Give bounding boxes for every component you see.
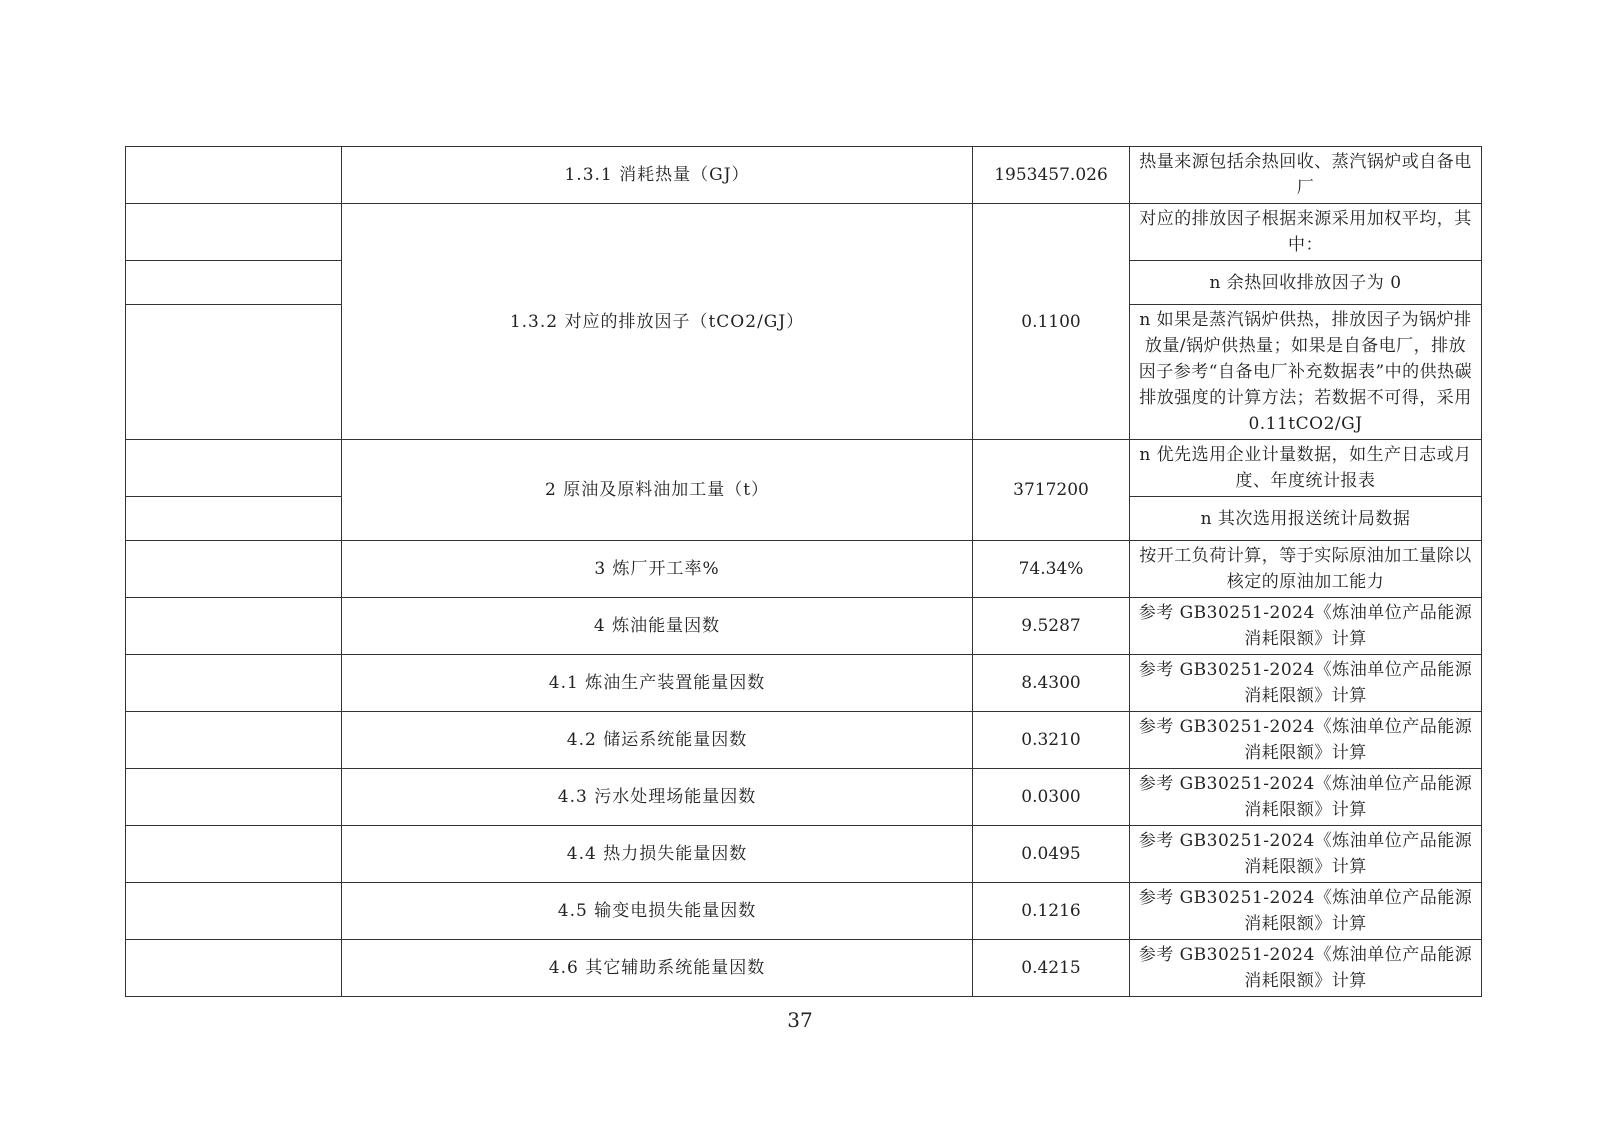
empty-cell bbox=[126, 655, 342, 712]
empty-cell bbox=[126, 147, 342, 204]
item-note: 热量来源包括余热回收、蒸汽锅炉或自备电厂 bbox=[1130, 147, 1482, 204]
item-value: 0.4215 bbox=[973, 940, 1130, 997]
empty-cell bbox=[126, 204, 342, 261]
empty-cell bbox=[126, 712, 342, 769]
item-note: 参考 GB30251-2024《炼油单位产品能源消耗限额》计算 bbox=[1130, 598, 1482, 655]
table-row bbox=[126, 204, 1482, 261]
item-label: 4.3 污水处理场能量因数 bbox=[342, 769, 973, 826]
item-value: 3717200 bbox=[973, 440, 1130, 541]
item-note: 参考 GB30251-2024《炼油单位产品能源消耗限额》计算 bbox=[1130, 655, 1482, 712]
item-note: n 其次选用报送统计局数据 bbox=[1130, 497, 1482, 541]
item-note: 参考 GB30251-2024《炼油单位产品能源消耗限额》计算 bbox=[1130, 940, 1482, 997]
item-value: 0.1100 bbox=[973, 204, 1130, 440]
item-label: 1.3.1 消耗热量（GJ） bbox=[342, 147, 973, 204]
item-label: 4.5 输变电损失能量因数 bbox=[342, 883, 973, 940]
table-row bbox=[126, 826, 1482, 883]
item-note: n 余热回收排放因子为 0 bbox=[1130, 261, 1482, 305]
page-number: 37 bbox=[787, 1008, 813, 1032]
item-value: 0.0300 bbox=[973, 769, 1130, 826]
table-row bbox=[126, 598, 1482, 655]
item-value: 8.4300 bbox=[973, 655, 1130, 712]
empty-cell bbox=[126, 261, 342, 305]
data-table bbox=[125, 146, 1482, 997]
item-value: 9.5287 bbox=[973, 598, 1130, 655]
item-value: 74.34% bbox=[973, 541, 1130, 598]
table-row bbox=[126, 712, 1482, 769]
empty-cell bbox=[126, 940, 342, 997]
empty-cell bbox=[126, 598, 342, 655]
empty-cell bbox=[126, 305, 342, 440]
item-label: 4.2 储运系统能量因数 bbox=[342, 712, 973, 769]
table-row bbox=[126, 440, 1482, 497]
item-label: 3 炼厂开工率% bbox=[342, 541, 973, 598]
empty-cell bbox=[126, 541, 342, 598]
item-note: 参考 GB30251-2024《炼油单位产品能源消耗限额》计算 bbox=[1130, 883, 1482, 940]
item-note: 按开工负荷计算，等于实际原油加工量除以核定的原油加工能力 bbox=[1130, 541, 1482, 598]
item-note: 对应的排放因子根据来源采用加权平均，其中： bbox=[1130, 204, 1482, 261]
empty-cell bbox=[126, 769, 342, 826]
item-value: 1953457.026 bbox=[973, 147, 1130, 204]
item-note: n 优先选用企业计量数据，如生产日志或月度、年度统计报表 bbox=[1130, 440, 1482, 497]
table-row bbox=[126, 147, 1482, 204]
table-row bbox=[126, 883, 1482, 940]
table-row bbox=[126, 541, 1482, 598]
table-row bbox=[126, 940, 1482, 997]
item-label: 1.3.2 对应的排放因子（tCO2/GJ） bbox=[342, 204, 973, 440]
table-row bbox=[126, 769, 1482, 826]
empty-cell bbox=[126, 497, 342, 541]
table-row bbox=[126, 655, 1482, 712]
empty-cell bbox=[126, 883, 342, 940]
item-note: 参考 GB30251-2024《炼油单位产品能源消耗限额》计算 bbox=[1130, 826, 1482, 883]
item-label: 4 炼油能量因数 bbox=[342, 598, 973, 655]
item-label: 4.1 炼油生产装置能量因数 bbox=[342, 655, 973, 712]
item-value: 0.3210 bbox=[973, 712, 1130, 769]
empty-cell bbox=[126, 826, 342, 883]
item-label: 2 原油及原料油加工量（t） bbox=[342, 440, 973, 541]
item-value: 0.1216 bbox=[973, 883, 1130, 940]
item-note: n 如果是蒸汽锅炉供热，排放因子为锅炉排放量/锅炉供热量；如果是自备电厂，排放因子参考“自备电厂补充数据表”中的供热碳排放强度的计算方法；若数据不可得，采用 0.11tCO2/GJ bbox=[1130, 305, 1482, 440]
item-label: 4.4 热力损失能量因数 bbox=[342, 826, 973, 883]
item-label: 4.6 其它辅助系统能量因数 bbox=[342, 940, 973, 997]
item-value: 0.0495 bbox=[973, 826, 1130, 883]
item-note: 参考 GB30251-2024《炼油单位产品能源消耗限额》计算 bbox=[1130, 769, 1482, 826]
empty-cell bbox=[126, 440, 342, 497]
item-note: 参考 GB30251-2024《炼油单位产品能源消耗限额》计算 bbox=[1130, 712, 1482, 769]
